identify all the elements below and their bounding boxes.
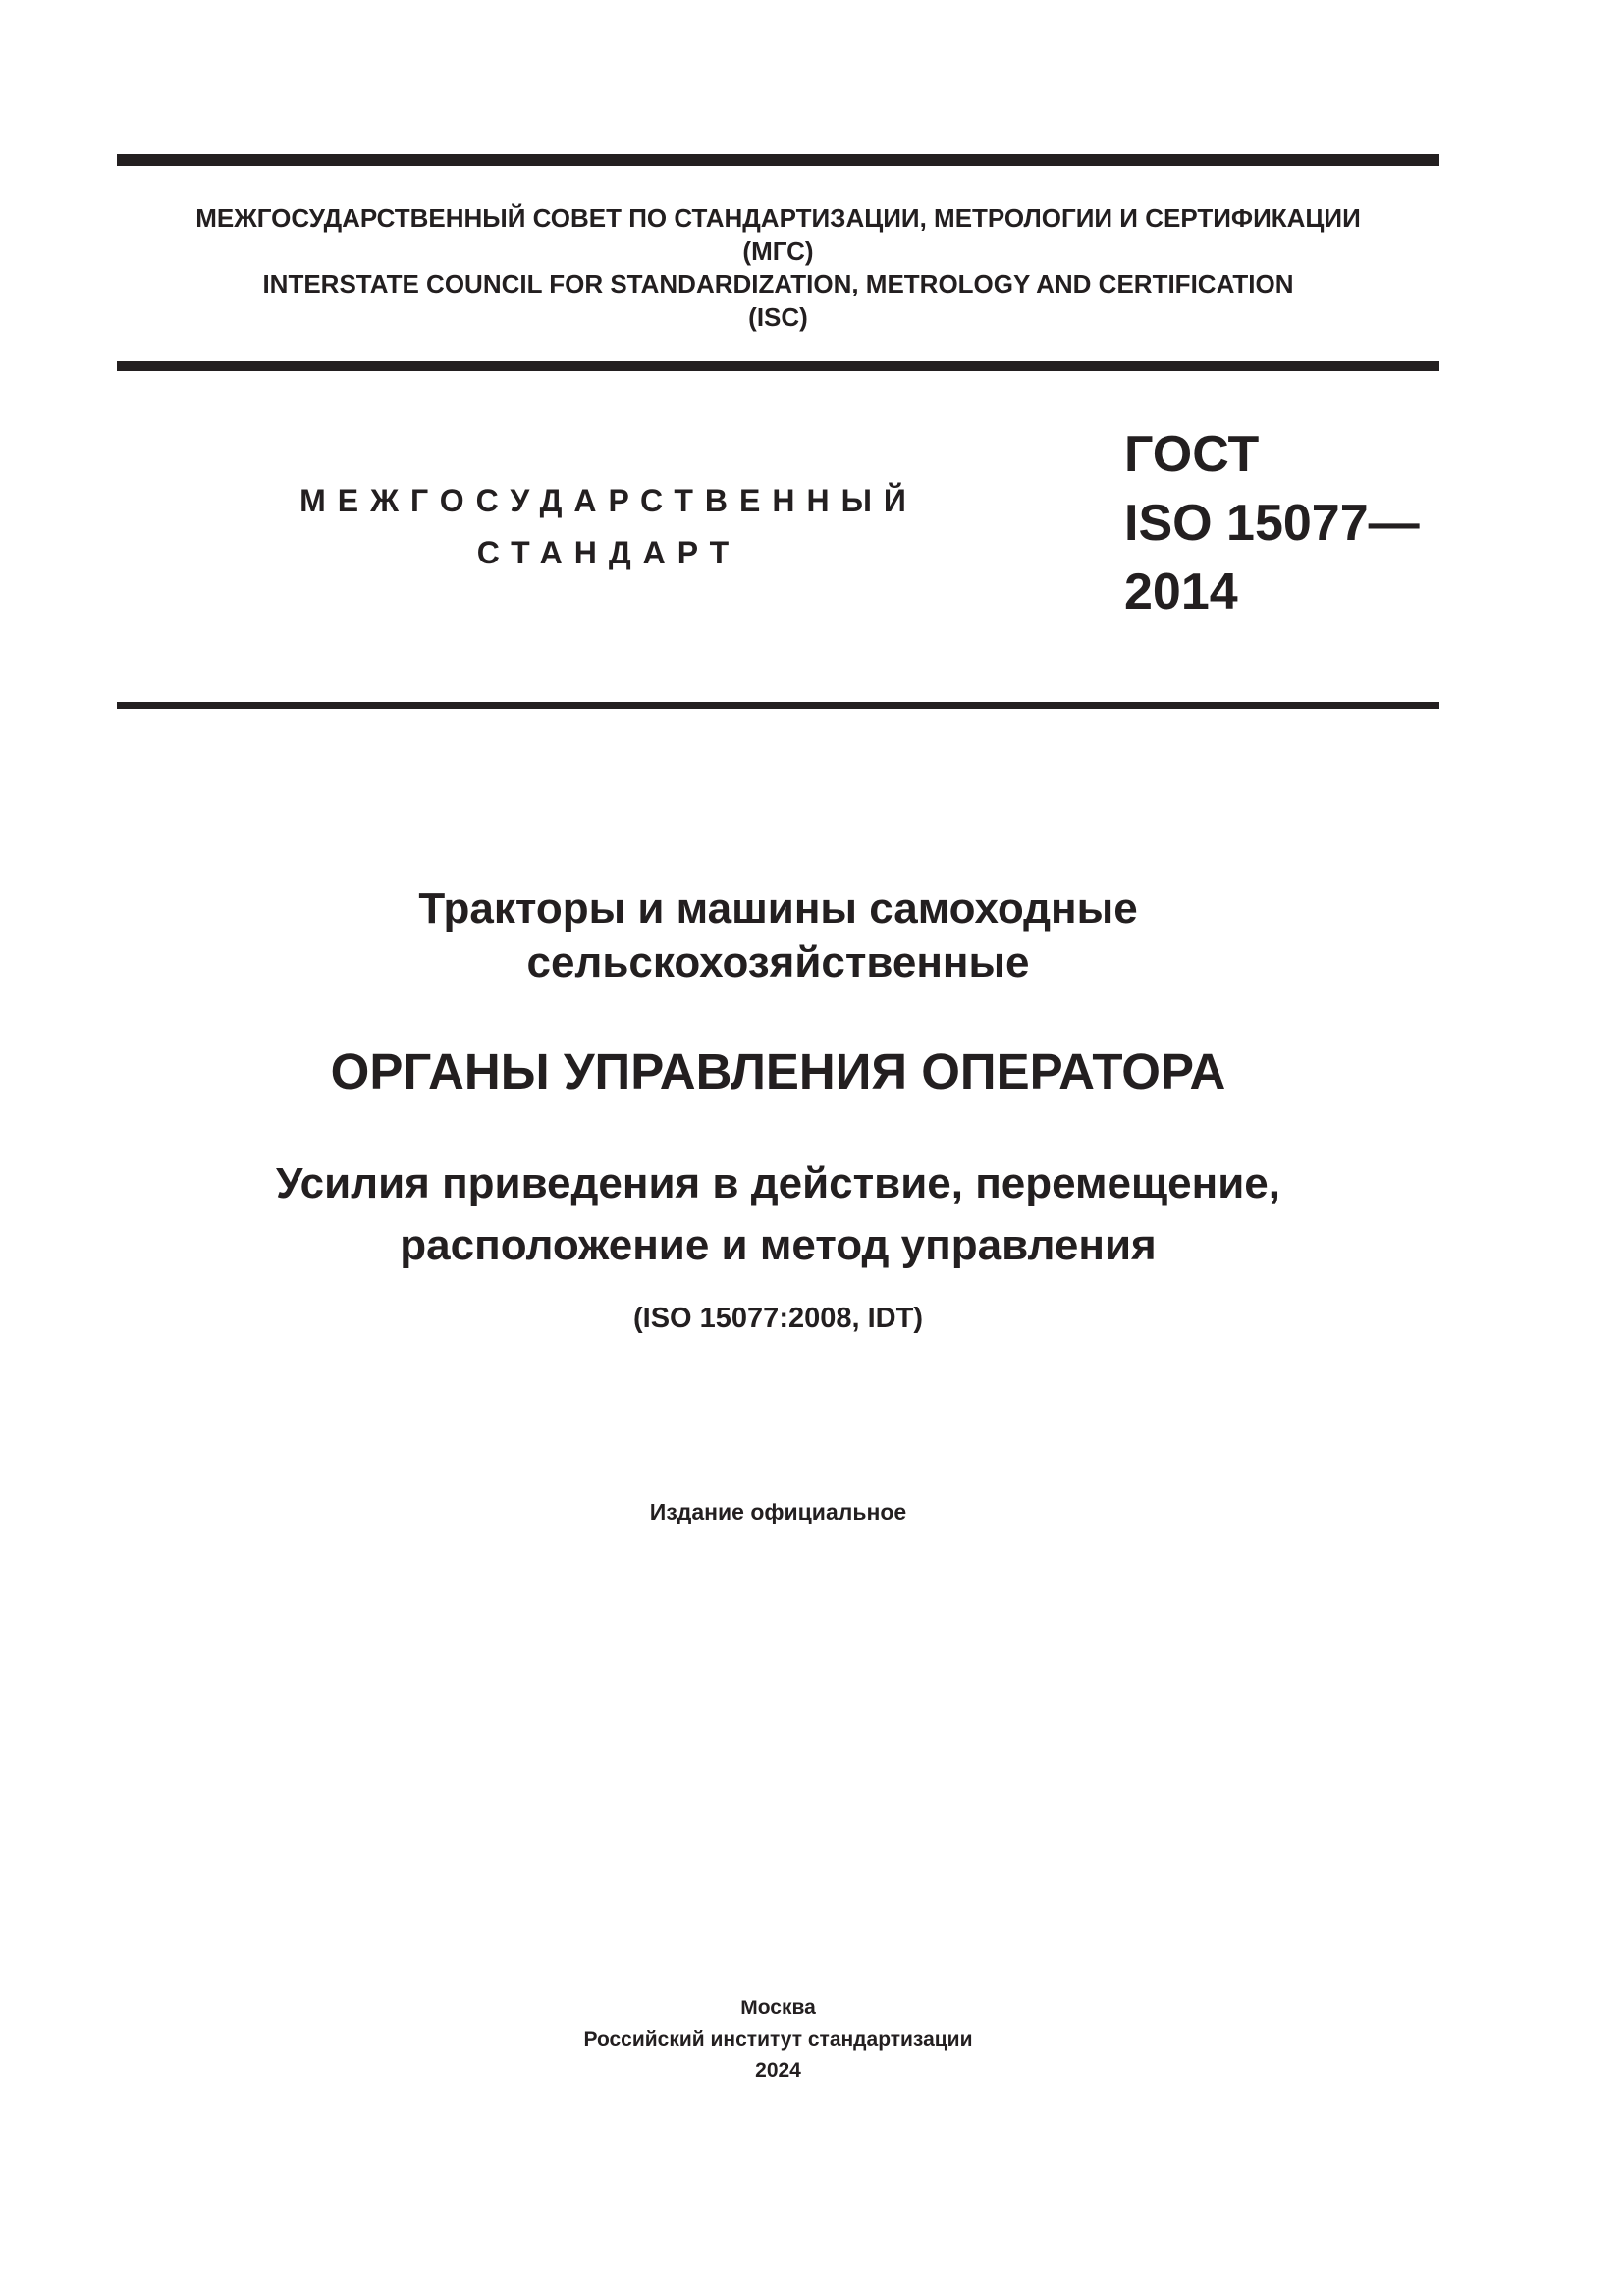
document-title-caps [117, 1042, 1439, 1101]
standard-designation [1124, 420, 1420, 626]
title-line1: Тракторы и машины самоходные [418, 884, 1138, 933]
iso-reference [117, 1299, 1439, 1338]
edition-label [117, 1497, 1439, 1526]
standard-type-line2: СТАНДАРТ [476, 535, 741, 570]
top-rule [117, 154, 1439, 166]
designation-rule [117, 702, 1439, 709]
council-header [117, 202, 1439, 334]
designation-line1: ГОСТ [1124, 426, 1260, 483]
document-subtitle [117, 1152, 1439, 1276]
imprint-publisher: Российский институт стандартизации [583, 2028, 973, 2051]
title-line2: сельскохозяйственные [526, 938, 1030, 987]
imprint-city: Москва [740, 1997, 816, 2019]
title-caps-line: ОРГАНЫ УПРАВЛЕНИЯ ОПЕРАТОРА [330, 1043, 1226, 1099]
designation-line3: 2014 [1124, 563, 1238, 620]
council-abbr-ru: (МГС) [742, 236, 814, 266]
iso-reference-text: (ISO 15077:2008, IDT) [633, 1303, 923, 1334]
designation-line2: ISO 15077— [1124, 495, 1420, 552]
council-abbr-en: (ISC) [748, 301, 808, 332]
imprint-year: 2024 [755, 2059, 801, 2082]
council-name-ru: МЕЖГОСУДАРСТВЕННЫЙ СОВЕТ ПО СТАНДАРТИЗАЦИИ, МЕТРОЛОГИИ И СЕРТИФИКАЦИИ [195, 203, 1361, 233]
subtitle-line2: расположение и метод управления [400, 1221, 1157, 1269]
document-title [117, 881, 1439, 989]
imprint [117, 1993, 1439, 2087]
subtitle-line1: Усилия приведения в действие, перемещение, [276, 1159, 1280, 1207]
edition-text: Издание официальное [649, 1499, 907, 1524]
council-rule [117, 361, 1439, 371]
standard-type-line1: МЕЖГОСУДАРСТВЕННЫЙ [299, 483, 918, 518]
council-name-en: INTERSTATE COUNCIL FOR STANDARDIZATION, METROLOGY AND CERTIFICATION [262, 269, 1294, 298]
standard-type [295, 475, 923, 579]
